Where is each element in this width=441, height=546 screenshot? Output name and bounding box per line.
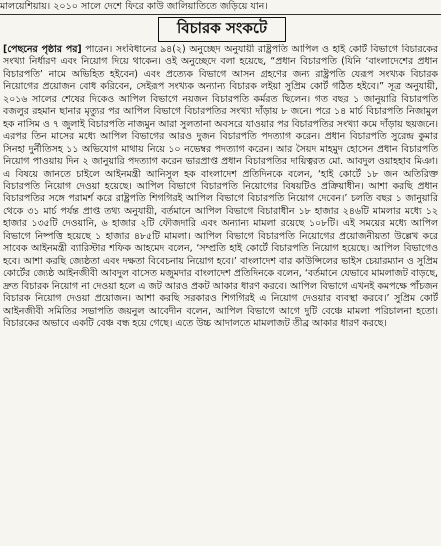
article-text: পারেন। সংবিধানের ৯৪(২) অনুচ্ছেদ অনুযায়ী রাষ্ট্রপতি আপিল ও হাই কোর্ট বিভাগে বিচারকের সংখ্যা নির্ধারণ এবং নিয়োগ দিয়ে থাকেন। ওই অনুচ্ছেদে বলা হয়েছে, “প্রধান বিচারপতি (যিনি ‘বাংলাদেশের প্রধান বিচারপতি’ নামে অভিহিত হইবেন) এবং প্রত্যেক বিভাগে আসন গ্রহণের জন্য রাষ্ট্রপতি যেরূপ সংখ্যক বিচারক নিয়োগের প্রয়োজন বোধ করিবেন, সেইরূপ সংখ্যক অন্যান্য বিচারক লইয়া সুপ্রিম কোর্ট গঠিত হইবে।” সূত্র অনুযায়ী, ২০১৬ সালের শেষের দিকেও আপিল বিভাগে নয়জন বিচারপতি কর্মরত ছিলেন। গত বছর ১ জানুয়ারি বিচারপতি বজলুর রহমান ছানার মৃত্যুর পর আপিল বিভাগে বিচারপতির সংখ্যা দাঁড়ায় ৮ জনে। পরে ১৪ মার্চ বিচারপতি নিজামুল হক নাসিম ও ৭ জুলাই বিচারপতি নাজমুন আরা সুলতানা অবসরে যাওয়ার পর বিচারপতির সংখ্যা কমে দাঁড়ায় ছয়জনে। এরপর তিন মাসের মধ্যে আপিল বিভাগের আরও দুজন বিচারপতি পদত্যাগ করেন। প্রধান বিচারপতি সুরেন্দ্র কুমার সিনহা দুর্নীতিসহ ১১ অভিযোগ মাথায় নিয়ে ১০ নভেম্বর পদত্যাগ করেন। আর সৈয়দ মাহমুদ হোসেন প্রধান বিচারপতি নিয়োগ পাওয়ায় দিন ২ জানুয়ারি পদত্যাগ করেন ভারপ্রাপ্ত প্রধান বিচারপতির দায়িত্বরত মো. আবদুল ওয়াহহাব মিঞা। এ বিষয়ে জানতে চাইলে আইনমন্ত্রী আনিসুল হক বাংলাদেশ প্রতিদিনকে বলেন, ‘হাই কোর্টে ১৮ জন অতিরিক্ত বিচারপতি নিয়োগ দেওয়া হয়েছে। আপিল বিভাগে বিচারপতি নিয়োগের বিষয়টিও প্রক্রিয়াধীন। আশা করছি প্রধান বিচারপতির সঙ্গে পরামর্শ করে রাষ্ট্রপতি শিগগিরই আপিল বিভাগে বিচারপতি নিয়োগ দেবেন।’ চলতি বছর ১ জানুয়ারি থেকে ৩১ মার্চ পর্যন্ত প্রাপ্ত তথ্য অনুযায়ী, বর্তমানে আপিল বিভাগে বিচারাধীন ১৮ হাজার ২৪৬টি মামলার মধ্যে ১২ হাজার ১৩৫টি দেওয়ানি, ৬ হাজার ২টি ফৌজদারি এবং অন্যান্য মামলা রয়েছে ১০৮টি। এই সময়ের মধ্যে আপিল বিভাগে নিষ্পত্তি হয়েছে ১ হাজার ৪৮৫টি মামলা। আপিল বিভাগে বিচারপতি নিয়োগের প্রয়োজনীয়তা উল্লেখ করে সাবেক আইনমন্ত্রী ব্যারিস্টার শফিক আহমেদ বলেন, ‘সম্প্রতি হাই কোর্টে বিচারপতি নিয়োগ হয়েছে। আপিল বিভাগেও হবে। আশা করছি জ্যেষ্ঠতা এবং দক্ষতা বিবেচনায় নিয়োগ হবে।’ বাংলাদেশ বার কাউন্সিলের ভাইস চেয়ারম্যান ও সুপ্রিম কোর্টের জ্যেষ্ঠ আইনজীবী আবদুল বাসেত মজুমদার বাংলাদেশ প্রতিদিনকে বলেন, ‘বর্তমানে যেভাবে মামলাজট বাড়ছে, দ্রুত বিচারক নিয়োগ না দেওয়া হলে এ জট আরও প্রকট আকার ধারণ করবে। আপিল বিভাগে এখনই কমপক্ষে পাঁচজন বিচারক নিয়োগ দেওয়া প্রয়োজন। আশা করছি সরকারও শিগগিরই এ নিয়োগ দেওয়ার ব্যবস্থা করবে।’ সুপ্রিম কোর্ট আইনজীবী সমিতির সভাপতি জয়নুল আবেদীন বলেন, আপিল বিভাগে আগে দুটি বেঞ্চে মামলা পরিচালনা হতো। বিচারকের অভাবে একটি বেঞ্চ বন্ধ হয়ে গেছে। এতে উচ্চ আদালতে মামলাজট তীব্র আকার ধারণ করছে। bbox=[3, 44, 438, 329]
continued-label: [পেছনের পৃষ্ঠার পর] bbox=[3, 44, 82, 55]
previous-article-tail: মালয়েশিয়ায়। ২০১০ সালে দেশে ফিরে কাউ জালিয়াতিতে জড়িয়ে যান। bbox=[0, 0, 441, 15]
article-paragraph bbox=[3, 44, 438, 330]
headline: বিচারক সংকটে bbox=[158, 17, 286, 42]
article-body bbox=[3, 44, 438, 544]
